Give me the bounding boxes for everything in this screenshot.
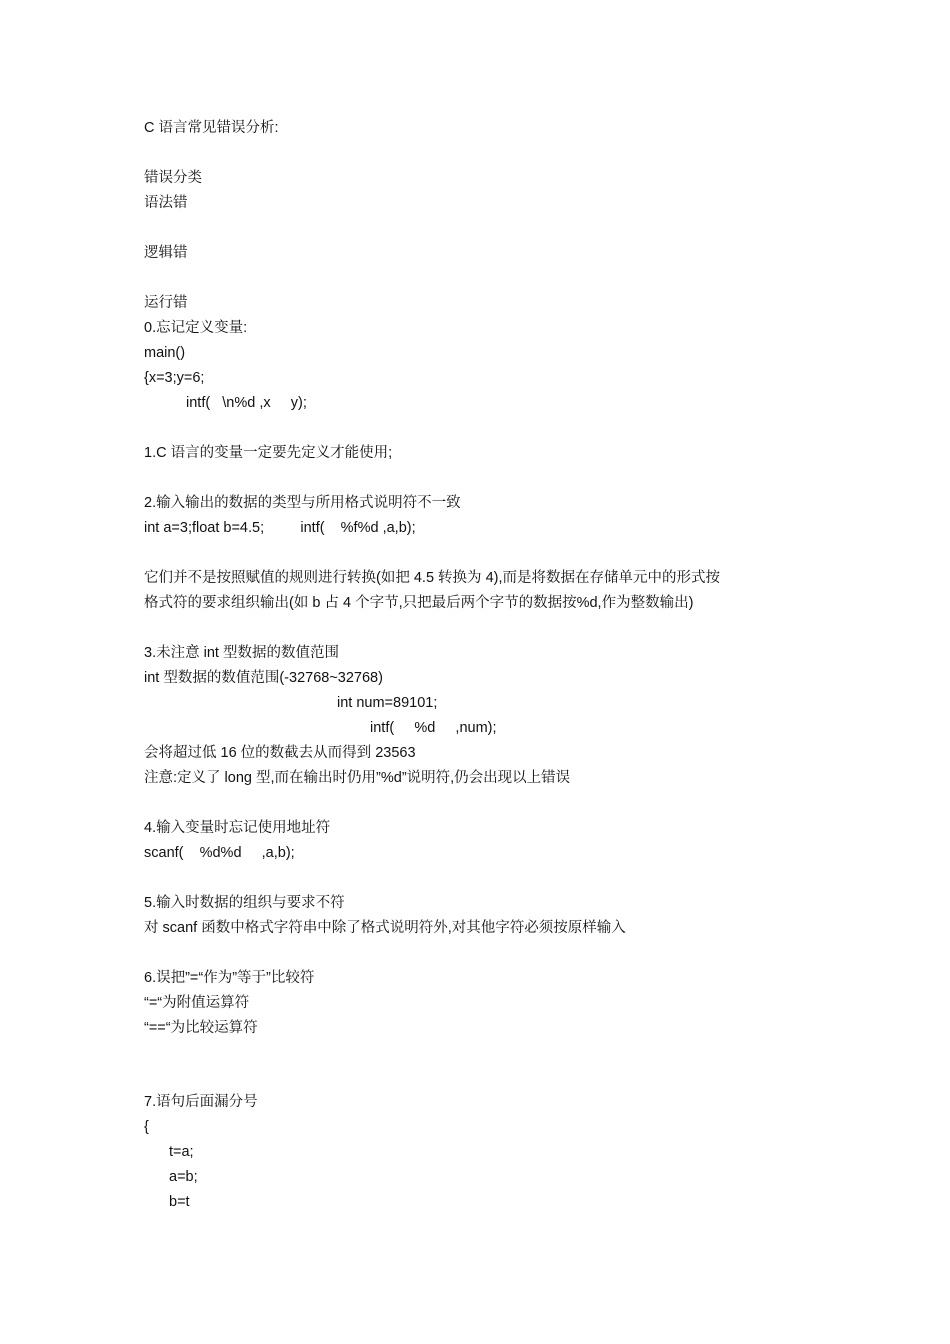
item4-heading: 4.输入变量时忘记使用地址符 bbox=[144, 820, 331, 836]
item3-range: int 型数据的数值范围(-32768~32768) bbox=[144, 670, 383, 686]
item1-heading: 1.C 语言的变量一定要先定义才能使用; bbox=[144, 445, 393, 461]
item3-note: 会将超过低 16 位的数截去从而得到 23563 bbox=[144, 745, 416, 761]
item2-description: 它们并不是按照赋值的规则进行转换(如把 4.5 转换为 4),而是将数据在存储单元中的形式按 bbox=[144, 570, 720, 586]
item7-heading: 7.语句后面漏分号 bbox=[144, 1094, 258, 1110]
item4-code-line: scanf( %d%d ,a,b); bbox=[144, 845, 295, 861]
item3-code-line: intf( %d ,num); bbox=[370, 720, 497, 736]
item6-line: “==“为比较运算符 bbox=[144, 1020, 258, 1036]
item7-code-line: b=t bbox=[169, 1194, 190, 1210]
category-runtime: 运行错 bbox=[144, 295, 188, 311]
item3-note: 注意:定义了 long 型,而在输出时仍用”%d”说明符,仍会出现以上错误 bbox=[144, 770, 571, 786]
item5-description: 对 scanf 函数中格式字符串中除了格式说明符外,对其他字符必须按原样输入 bbox=[144, 920, 626, 936]
item5-heading: 5.输入时数据的组织与要求不符 bbox=[144, 895, 345, 911]
item0-code-line: {x=3;y=6; bbox=[144, 370, 205, 386]
item6-heading: 6.误把”=“作为”等于”比较符 bbox=[144, 970, 315, 986]
document-title: C 语言常见错误分析: bbox=[144, 120, 279, 136]
item3-code-line: int num=89101; bbox=[337, 695, 438, 711]
item2-description: 格式符的要求组织输出(如 b 占 4 个字节,只把最后两个字节的数据按%d,作为整数输出) bbox=[144, 595, 694, 611]
item3-heading: 3.未注意 int 型数据的数值范围 bbox=[144, 645, 339, 661]
item7-code-line: t=a; bbox=[169, 1144, 194, 1160]
category-syntax: 语法错 bbox=[144, 195, 188, 211]
item2-heading: 2.输入输出的数据的类型与所用格式说明符不一致 bbox=[144, 495, 461, 511]
item2-code-line: int a=3;float b=4.5; intf( %f%d ,a,b); bbox=[144, 520, 416, 536]
item6-line: “=“为附值运算符 bbox=[144, 995, 250, 1011]
item7-code-line: { bbox=[144, 1119, 149, 1135]
item7-code-line: a=b; bbox=[169, 1169, 198, 1185]
category-logic: 逻辑错 bbox=[144, 245, 188, 261]
item0-code-line: main() bbox=[144, 345, 186, 361]
item0-code-line: intf( \n%d ,x y); bbox=[186, 395, 307, 411]
section-header: 错误分类 bbox=[144, 170, 202, 186]
item0-heading: 0.忘记定义变量: bbox=[144, 320, 248, 336]
